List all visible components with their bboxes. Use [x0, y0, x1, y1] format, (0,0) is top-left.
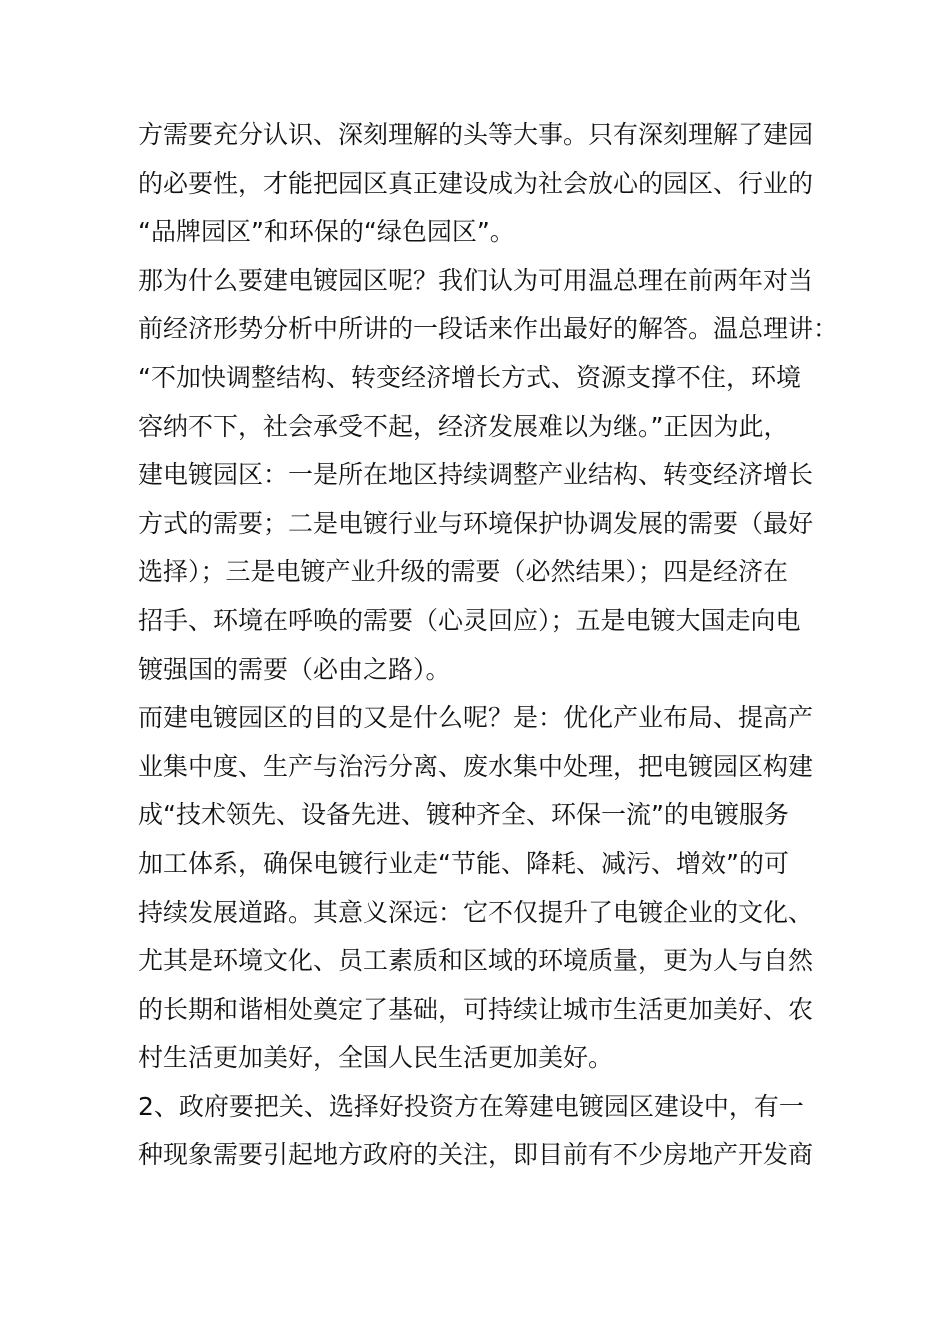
text-line: 种现象需要引起地方政府的关注，即目前有不少房地产开发商 [138, 1140, 814, 1170]
document-body [138, 111, 838, 1180]
text-line: 尤其是环境文化、员工素质和区域的环境质量，更为人与自然 [138, 946, 814, 976]
text-line: 成“技术领先、设备先进、镀种齐全、环保一流”的电镀服务 [138, 800, 789, 830]
text-line: 方式的需要；二是电镀行业与环境保护协调发展的需要（最好 [138, 508, 814, 538]
text-line: 的必要性，才能把园区真正建设成为社会放心的园区、行业的 [138, 168, 814, 198]
text-line: 那为什么要建电镀园区呢？我们认为可用温总理在前两年对当 [138, 265, 814, 295]
text-line: 持续发展道路。其意义深远：它不仅提升了电镀企业的文化、 [138, 897, 814, 927]
text-line: 村生活更加美好，全国人民生活更加美好。 [138, 1043, 614, 1073]
text-line: 的长期和谐相处奠定了基础，可持续让城市生活更加美好、农 [138, 994, 814, 1024]
text-line: 前经济形势分析中所讲的一段话来作出最好的解答。温总理讲： [138, 314, 838, 344]
text-line: 2、政府要把关、选择好投资方在筹建电镀园区建设中，有一 [138, 1091, 804, 1121]
text-line: 选择）；三是电镀产业升级的需要（必然结果）；四是经济在 [138, 557, 789, 587]
text-line: 方需要充分认识、深刻理解的头等大事。只有深刻理解了建园 [138, 120, 814, 149]
text-line: 而建电镀园区的目的又是什么呢？是：优化产业布局、提高产 [138, 703, 814, 733]
text-line: 容纳不下，社会承受不起，经济发展难以为继。”正因为此， [138, 411, 789, 441]
text-line: 建电镀园区：一是所在地区持续调整产业结构、转变经济增长 [138, 460, 814, 490]
text-line: “品牌园区”和环保的“绿色园区”。 [138, 217, 515, 247]
text-line: 业集中度、生产与治污分离、废水集中处理，把电镀园区构建 [138, 751, 814, 781]
text-line: 加工体系，确保电镀行业走“节能、降耗、减污、增效”的可 [138, 848, 789, 878]
text-line: 招手、环境在呼唤的需要（心灵回应）；五是电镀大国走向电 [138, 605, 801, 635]
text-line: 镀强国的需要（必由之路）。 [138, 654, 451, 684]
text-line: “不加快调整结构、转变经济增长方式、资源支撑不住，环境 [138, 362, 801, 392]
